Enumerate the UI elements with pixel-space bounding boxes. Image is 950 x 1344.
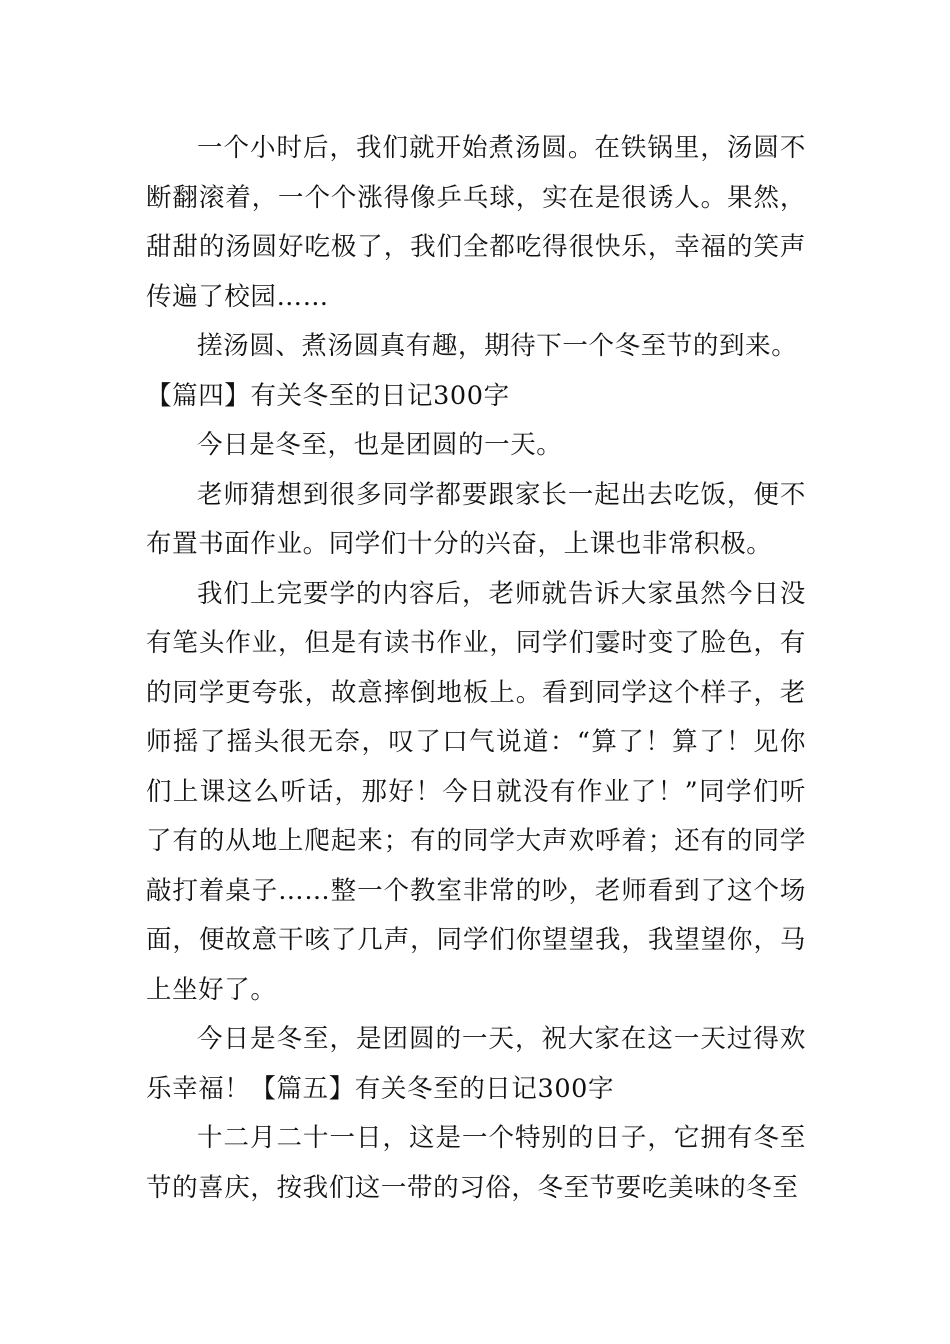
paragraph-classroom-scene: 我们上完要学的内容后，老师就告诉大家虽然今日没有笔头作业，但是有读书作业，同学们霎时变了脸色，有的同学更夸张，故意摔倒地板上。看到同学这个样子，老师摇了摇头很无奈，叹了口气说道：“算了！算了！见你们上课这么听话，那好！今日就没有作业了！”同学们听了有的从地上爬起来；有的同学大声欢呼着；还有的同学敲打着桌子……整一个教室非常的吵，老师看到了这个场面，便故意干咳了几声，同学们你望望我，我望望你，马上坐好了。 <box>146 578 806 1005</box>
paragraph-wishes-heading-5: 今日是冬至，是团圆的一天，祝大家在这一天过得欢乐幸福！【篇五】有关冬至的日记300字 <box>146 1024 806 1104</box>
paragraph-tangyuan-conclusion: 搓汤圆、煮汤圆真有趣，期待下一个冬至节的到来。 <box>197 331 798 361</box>
document-page <box>146 124 806 1213</box>
paragraph-december-21: 十二月二十一日，这是一个特别的日子，它拥有冬至节的喜庆，按我们这一带的习俗，冬至节要吃美味的冬至 <box>146 1123 806 1203</box>
paragraph-winter-solstice-intro: 今日是冬至，也是团圆的一天。 <box>197 430 563 460</box>
paragraph-teacher-homework: 老师猜想到很多同学都要跟家长一起出去吃饭，便不布置书面作业。同学们十分的兴奋，上课也非常积极。 <box>146 479 806 559</box>
section-heading-4: 【篇四】有关冬至的日记300字 <box>146 380 510 411</box>
paragraph-tangyuan-cooking: 一个小时后，我们就开始煮汤圆。在铁锅里，汤圆不断翻滚着，一个个涨得像乒乓球，实在是很诱人。果然，甜甜的汤圆好吃极了，我们全都吃得很快乐，幸福的笑声传遍了校园…… <box>146 133 806 312</box>
